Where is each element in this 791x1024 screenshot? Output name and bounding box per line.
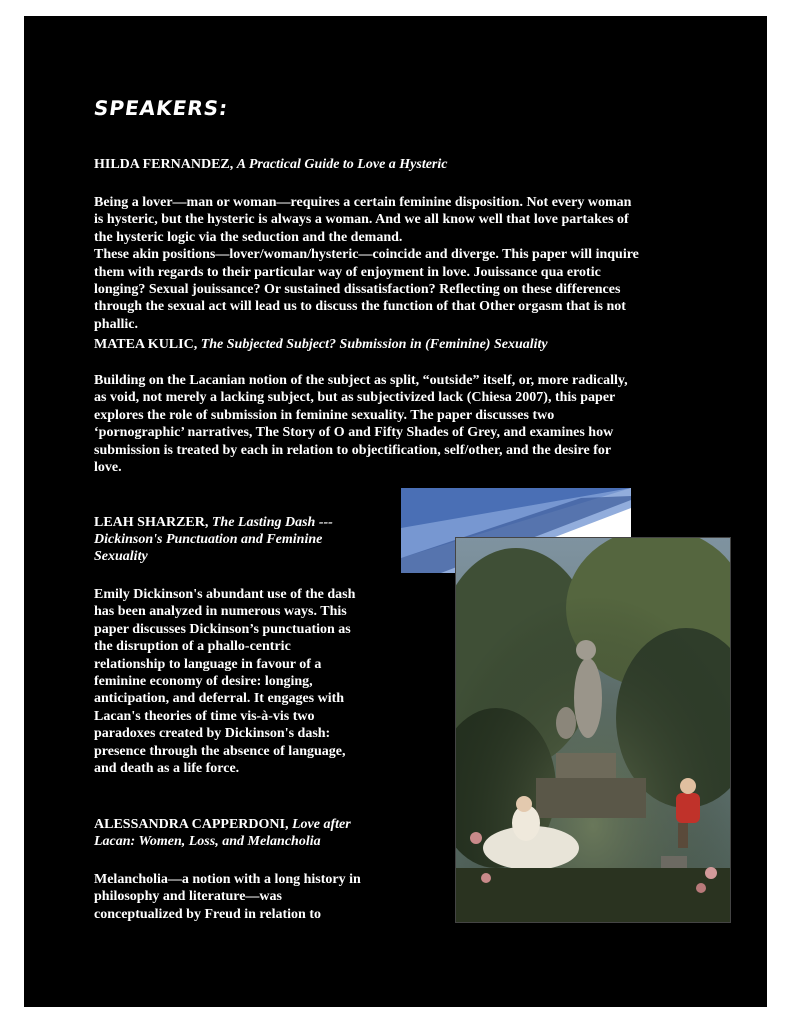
abstract-line: Melancholia—a notion with a long history in (94, 872, 361, 887)
speaker-2-abstract (94, 372, 744, 476)
abstract-line: phallic. (94, 316, 138, 332)
abstract-line: paper discusses Dickinson’s punctuation as (94, 621, 351, 637)
abstract-line: the disruption of a phallo-centric (94, 639, 291, 655)
abstract-line: longing? Sexual jouissance? Or sustained dissatisfaction? Reflecting on these differences (94, 282, 621, 298)
abstract-line: anticipation, and deferral. It engages with (94, 691, 345, 707)
speaker-4-abstract (94, 871, 394, 923)
abstract-line: Emily Dickinson's abundant use of the dash (94, 587, 356, 602)
abstract-line: Building on the Lacanian notion of the subject as split, “outside” itself, or, more radically, (94, 373, 628, 388)
abstract-line: presence through the absence of language, (94, 743, 346, 759)
speaker-3-name: LEAH SHARZER, (94, 515, 209, 530)
speaker-3-title (94, 514, 394, 565)
abstract-line: conceptualized by Freud in relation to (94, 906, 321, 922)
speaker-2-name: MATEA KULIC, (94, 337, 198, 352)
abstract-line: and death as a life force. (94, 761, 240, 777)
speaker-3-talk-line: Sexuality (94, 549, 148, 564)
abstract-line: explores the role of submission in feminine sexuality. The paper discusses two (94, 407, 555, 423)
abstract-line: relationship to language in favour of a (94, 656, 322, 672)
speaker-4-title (94, 816, 394, 850)
abstract-line: as void, not merely a lacking subject, but as subjectivized lack (Chiesa 2007), this paper (94, 390, 616, 406)
page-heading: SPEAKERS: (92, 96, 230, 120)
painting-image (455, 537, 731, 923)
abstract-line: the hysteric logic via the seduction and the demand. (94, 229, 403, 245)
abstract-line: These akin positions—lover/woman/hysteric—coincide and diverge. This paper will inquire (94, 247, 639, 263)
speaker-4-talk-line: Love after (291, 817, 351, 832)
abstract-line: submission is treated by each in relation to objectification, self/other, and the desire for (94, 442, 612, 458)
speaker-2-title (94, 336, 744, 353)
abstract-line: has been analyzed in numerous ways. This (94, 604, 347, 620)
abstract-line: love. (94, 460, 122, 476)
abstract-line: through the sexual act will lead us to discuss the function of that Other orgasm that is not (94, 299, 626, 315)
speaker-4-talk-line: Lacan: Women, Loss, and Melancholia (94, 834, 321, 849)
speaker-2-talk: The Subjected Subject? Submission in (Feminine) Sexuality (200, 337, 548, 352)
speaker-1-title (94, 156, 744, 173)
abstract-line: Lacan's theories of time vis-à-vis two (94, 708, 315, 724)
abstract-line: ‘pornographic’ narratives, The Story of O and Fifty Shades of Grey, and examines how (94, 425, 614, 441)
speaker-1-name: HILDA FERNANDEZ, (94, 157, 234, 172)
abstract-line: Being a lover—man or woman—requires a certain feminine disposition. Not every woman (94, 195, 632, 210)
speaker-4-name: ALESSANDRA CAPPERDONI, (94, 817, 289, 832)
abstract-line: paradoxes created by Dickinson's dash: (94, 726, 331, 742)
page (24, 16, 767, 1007)
speaker-3-abstract (94, 586, 394, 777)
speaker-1-abstract (94, 194, 744, 333)
abstract-line: philosophy and literature—was (94, 889, 282, 905)
abstract-line: is hysteric, but the hysteric is always a woman. And we all know well that love partakes of (94, 212, 629, 228)
abstract-line: feminine economy of desire: longing, (94, 674, 313, 690)
speaker-3-talk-line: The Lasting Dash --- (211, 515, 333, 530)
speaker-1-talk: A Practical Guide to Love a Hysteric (236, 157, 448, 172)
speaker-3-talk-line: Dickinson's Punctuation and Feminine (94, 532, 323, 547)
abstract-line: them with regards to their particular way of enjoyment in love. Jouissance qua erotic (94, 264, 601, 280)
